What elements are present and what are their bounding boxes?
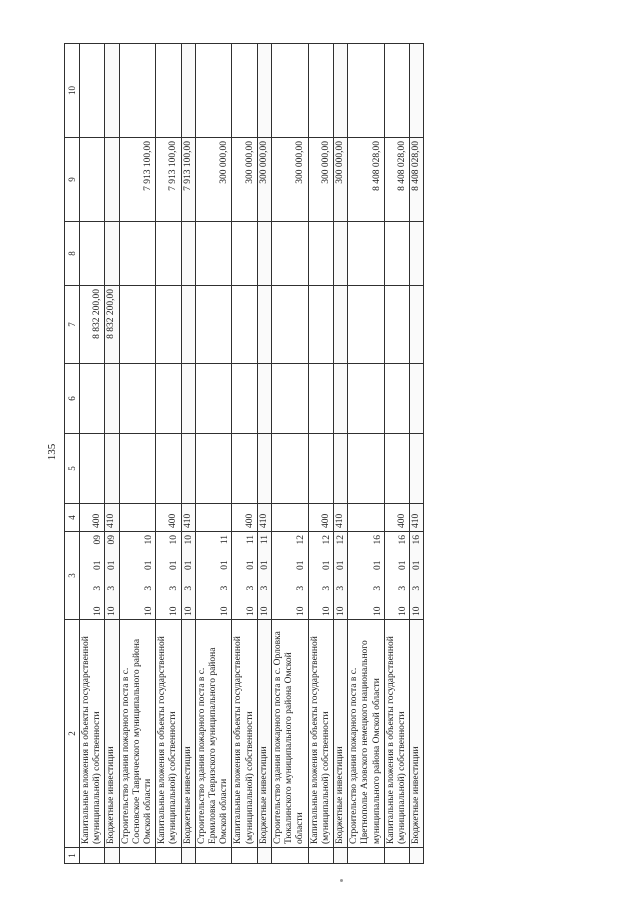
item-name-cell: Бюджетные инвестиции [410,620,424,848]
amount-cell-8 [105,222,119,286]
item-name-cell: Строительство здания пожарного поста в с. Цветнополье Азовского немецкого национального муниципального района Омской области [348,620,385,848]
amount-cell-7 [156,286,181,364]
amount-cell-10 [308,44,333,138]
table-row [334,44,348,864]
column-header: 5 [65,434,80,504]
amount-cell-6 [272,364,309,434]
classification-code-cell [119,532,156,620]
item-name-cell: Капитальные вложения в объекты государственной (муниципальной) собственности [232,620,257,848]
row-number-cell [257,848,271,864]
code-part: 01 [107,560,118,570]
amount-cell-7: 8 832 200,00 [105,286,119,364]
amount-cell-5 [334,434,348,504]
amount-cell-5 [232,434,257,504]
code-part: 10 [107,606,118,616]
code-parts [373,532,384,619]
classification-code-cell [80,532,105,620]
amount-cell-8 [348,222,385,286]
amount-cell-9: 7 913 100,00 [181,138,195,222]
code-part: 3 [321,585,332,591]
code-part: 16 [398,535,409,545]
page-number: 135 [46,443,58,461]
column-header: 4 [65,504,80,532]
code-part: 01 [372,560,383,570]
row-number-cell [105,848,119,864]
code-parts [398,532,409,619]
code-part: 01 [93,560,104,570]
amount-cell-6 [119,364,156,434]
code-part: 10 [296,606,307,616]
amount-cell-5 [119,434,156,504]
row-number-cell [308,848,333,864]
amount-cell-10 [348,44,385,138]
row-number-cell [410,848,424,864]
code-part: 11 [259,535,270,545]
table-row [156,44,181,864]
table-body [80,44,424,864]
amount-cell-5 [105,434,119,504]
amount-cell-7: 8 832 200,00 [80,286,105,364]
amount-cell-10 [257,44,271,138]
code-part: 10 [144,535,155,545]
amount-cell-6 [80,364,105,434]
classification-code-cell [156,532,181,620]
expense-type-cell [195,504,232,532]
item-name-cell: Капитальные вложения в объекты государственной (муниципальной) собственности [384,620,409,848]
amount-cell-9 [105,138,119,222]
column-header: 10 [65,44,80,138]
code-parts [220,532,231,619]
item-name-cell: Бюджетные инвестиции [334,620,348,848]
code-part: 10 [336,606,347,616]
classification-code-cell [334,532,348,620]
amount-cell-10 [384,44,409,138]
table-row [384,44,409,864]
code-part: 3 [93,585,104,591]
amount-cell-6 [334,364,348,434]
amount-cell-7 [272,286,309,364]
code-part: 01 [144,560,155,570]
table-row [308,44,333,864]
code-part: 3 [398,585,409,591]
code-part: 3 [183,585,194,591]
classification-code-cell [181,532,195,620]
code-part: 01 [183,560,194,570]
code-part: 09 [107,535,118,545]
amount-cell-8 [257,222,271,286]
classification-code-cell [348,532,385,620]
amount-cell-10 [119,44,156,138]
expense-type-cell: 410 [334,504,348,532]
code-parts [93,532,104,619]
code-parts [336,532,347,619]
code-parts [260,532,271,619]
amount-cell-8 [80,222,105,286]
item-name-cell: Строительство здания пожарного поста в с. Орловка Тюкалинского муниципального района Омской области [272,620,309,848]
amount-cell-9: 300 000,00 [272,138,309,222]
classification-code-cell [272,532,309,620]
item-name-cell: Капитальные вложения в объекты государственной (муниципальной) собственности [308,620,333,848]
amount-cell-10 [156,44,181,138]
amount-cell-10 [272,44,309,138]
column-header: 1 [65,848,80,864]
code-part: 01 [336,560,347,570]
classification-code-cell [384,532,409,620]
amount-cell-6 [181,364,195,434]
code-parts [322,532,333,619]
amount-cell-7 [348,286,385,364]
amount-cell-8 [181,222,195,286]
code-part: 12 [321,535,332,545]
amount-cell-5 [80,434,105,504]
code-part: 3 [412,585,423,591]
code-part: 3 [220,585,231,591]
table-row [257,44,271,864]
code-part: 01 [296,560,307,570]
code-parts [144,532,155,619]
code-part: 01 [220,560,231,570]
code-part: 10 [245,606,256,616]
amount-cell-5 [348,434,385,504]
row-number-cell [80,848,105,864]
table-row [181,44,195,864]
expense-type-cell: 410 [257,504,271,532]
amount-cell-6 [348,364,385,434]
code-part: 10 [321,606,332,616]
table-row [119,44,156,864]
code-part: 3 [245,585,256,591]
expense-type-cell: 400 [384,504,409,532]
row-number-cell [119,848,156,864]
column-header: 3 [65,532,80,620]
amount-cell-7 [384,286,409,364]
code-part: 01 [245,560,256,570]
classification-code-cell [308,532,333,620]
budget-table [64,43,424,864]
code-part: 01 [169,560,180,570]
amount-cell-7 [308,286,333,364]
amount-cell-6 [410,364,424,434]
code-part: 10 [144,606,155,616]
code-part: 01 [412,560,423,570]
expense-type-cell: 410 [181,504,195,532]
row-number-cell [181,848,195,864]
code-part: 3 [372,585,383,591]
amount-cell-9: 8 408 028,00 [410,138,424,222]
scan-speck [340,879,343,882]
row-number-cell [272,848,309,864]
item-name-cell: Капитальные вложения в объекты государственной (муниципальной) собственности [80,620,105,848]
amount-cell-10 [410,44,424,138]
code-part: 10 [412,606,423,616]
amount-cell-6 [384,364,409,434]
row-number-cell [232,848,257,864]
amount-cell-8 [384,222,409,286]
amount-cell-7 [119,286,156,364]
amount-cell-5 [410,434,424,504]
row-number-cell [156,848,181,864]
amount-cell-8 [308,222,333,286]
amount-cell-9: 7 913 100,00 [156,138,181,222]
item-name-cell: Строительство здания пожарного поста в с. Сосновское Таврического муниципального района Омской области [119,620,156,848]
table-row [105,44,119,864]
classification-code-cell [257,532,271,620]
amount-cell-9: 300 000,00 [232,138,257,222]
amount-cell-6 [308,364,333,434]
amount-cell-9: 8 408 028,00 [384,138,409,222]
row-number-cell [334,848,348,864]
amount-cell-10 [232,44,257,138]
code-part: 3 [169,585,180,591]
expense-type-cell: 400 [232,504,257,532]
amount-cell-5 [272,434,309,504]
column-header: 9 [65,138,80,222]
amount-cell-10 [195,44,232,138]
table-row [272,44,309,864]
column-header: 2 [65,620,80,848]
expense-type-cell: 410 [410,504,424,532]
code-parts [107,532,118,619]
amount-cell-8 [119,222,156,286]
amount-cell-8 [156,222,181,286]
code-part: 12 [336,535,347,545]
column-header: 6 [65,364,80,434]
amount-cell-9: 300 000,00 [334,138,348,222]
code-part: 10 [398,606,409,616]
code-part: 10 [169,535,180,545]
amount-cell-9: 300 000,00 [257,138,271,222]
amount-cell-7 [334,286,348,364]
item-name-cell: Бюджетные инвестиции [257,620,271,848]
amount-cell-7 [232,286,257,364]
amount-cell-7 [195,286,232,364]
expense-type-cell: 400 [308,504,333,532]
code-part: 12 [296,535,307,545]
code-parts [184,532,195,619]
code-parts [169,532,180,619]
amount-cell-8 [410,222,424,286]
expense-type-cell: 410 [105,504,119,532]
amount-cell-9 [80,138,105,222]
column-header: 8 [65,222,80,286]
amount-cell-6 [257,364,271,434]
code-part: 16 [412,535,423,545]
code-parts [296,532,307,619]
table-row [232,44,257,864]
code-parts [412,532,423,619]
code-part: 10 [183,606,194,616]
expense-type-cell [348,504,385,532]
amount-cell-10 [334,44,348,138]
code-part: 10 [169,606,180,616]
amount-cell-7 [257,286,271,364]
code-part: 3 [336,585,347,591]
item-name-cell: Бюджетные инвестиции [105,620,119,848]
amount-cell-9: 300 000,00 [195,138,232,222]
table-row [410,44,424,864]
code-part: 01 [321,560,332,570]
amount-cell-5 [257,434,271,504]
amount-cell-7 [181,286,195,364]
amount-cell-5 [384,434,409,504]
classification-code-cell [410,532,424,620]
amount-cell-5 [156,434,181,504]
column-header: 7 [65,286,80,364]
code-part: 10 [220,606,231,616]
amount-cell-8 [272,222,309,286]
amount-cell-7 [410,286,424,364]
table-row [348,44,385,864]
item-name-cell: Бюджетные инвестиции [181,620,195,848]
amount-cell-9: 7 913 100,00 [119,138,156,222]
amount-cell-6 [232,364,257,434]
expense-type-cell: 400 [156,504,181,532]
row-number-cell [195,848,232,864]
code-part: 01 [259,560,270,570]
amount-cell-5 [181,434,195,504]
code-part: 10 [183,535,194,545]
expense-type-cell [272,504,309,532]
amount-cell-8 [195,222,232,286]
classification-code-cell [105,532,119,620]
amount-cell-10 [105,44,119,138]
amount-cell-6 [195,364,232,434]
code-part: 10 [93,606,104,616]
amount-cell-5 [195,434,232,504]
code-part: 3 [296,585,307,591]
header-row [65,44,80,864]
amount-cell-8 [334,222,348,286]
classification-code-cell [195,532,232,620]
table-row [80,44,105,864]
code-part: 3 [107,585,118,591]
amount-cell-10 [80,44,105,138]
code-part: 01 [398,560,409,570]
amount-cell-9: 8 408 028,00 [348,138,385,222]
code-part: 11 [245,535,256,545]
amount-cell-9: 300 000,00 [308,138,333,222]
code-part: 10 [259,606,270,616]
code-part: 10 [372,606,383,616]
expense-type-cell [119,504,156,532]
table-row [195,44,232,864]
amount-cell-5 [308,434,333,504]
row-number-cell [384,848,409,864]
code-parts [246,532,257,619]
amount-cell-6 [105,364,119,434]
amount-cell-8 [232,222,257,286]
item-name-cell: Строительство здания пожарного поста в с. Ермиловка Тевризского муниципального района Омской области [195,620,232,848]
rotated-document-page [40,12,600,892]
expense-type-cell: 400 [80,504,105,532]
code-part: 16 [372,535,383,545]
code-part: 11 [220,535,231,545]
code-part: 09 [93,535,104,545]
classification-code-cell [232,532,257,620]
code-part: 3 [259,585,270,591]
code-part: 3 [144,585,155,591]
row-number-cell [348,848,385,864]
amount-cell-6 [156,364,181,434]
amount-cell-10 [181,44,195,138]
item-name-cell: Капитальные вложения в объекты государственной (муниципальной) собственности [156,620,181,848]
